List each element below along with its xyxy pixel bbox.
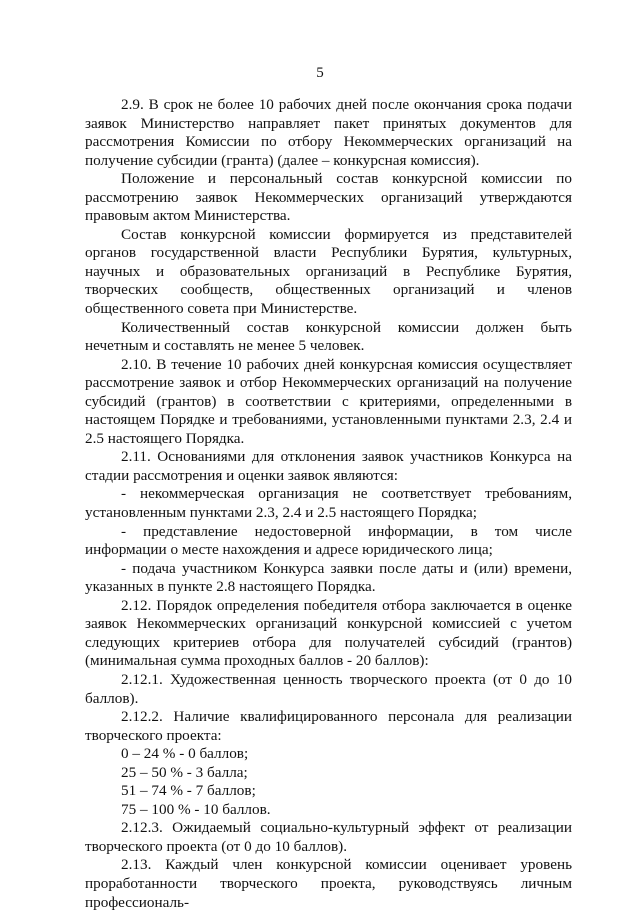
paragraph-2-13: 2.13. Каждый член конкурсной комиссии оценивает уровень проработанности творческого проекта, руководствуясь личным профессиональ-: [85, 856, 572, 911]
paragraph-commission-regulation: Положение и персональный состав конкурсной комиссии по рассмотрению заявок Некоммерческих организаций утверждаются правовым актом Министерства.: [85, 170, 572, 225]
paragraph-2-12-2: 2.12.2. Наличие квалифицированного персонала для реализации творческого проекта:: [85, 708, 572, 744]
score-item-2: 25 – 50 % - 3 балла;: [121, 763, 248, 781]
paragraph-2-12-3: 2.12.3. Ожидаемый социально-культурный эффект от реализации творческого проекта (от 0 до 10 баллов).: [85, 819, 572, 855]
list-item-rejection-2: - представление недостоверной информации, в том числе информации о месте нахождения и адресе юридического лица;: [85, 522, 572, 559]
paragraph-2-9: 2.9. В срок не более 10 рабочих дней после окончания срока подачи заявок Министерство направляет пакет принятых документов для рассмотрения Комиссии по отбору Некоммерческих организаций на получение субсидии (гранта) (далее – конкурсная комиссия).: [85, 96, 572, 169]
score-item-1: 0 – 24 % - 0 баллов;: [121, 745, 249, 763]
score-item-4: 75 – 100 % - 10 баллов.: [121, 800, 271, 818]
score-item-3: 51 – 74 % - 7 баллов;: [121, 782, 256, 800]
paragraph-2-10: 2.10. В течение 10 рабочих дней конкурсная комиссия осуществляет рассмотрение заявок и отбор Некоммерческих организаций на получение субсидий (грантов) в соответствии с критериями, определенными в настоящем Порядке и требованиями, установленными пунктами 2.3, 2.4 и 2.5 настоящего Порядка.: [85, 355, 572, 447]
page-number: 5: [316, 65, 324, 81]
paragraph-commission-composition: Состав конкурсной комиссии формируется из представителей органов государственной власти Республики Бурятия, культурных, научных и образовательных организаций в Республике Бурятия, творческих сообществ, общественных организаций и членов общественного совета при Министерстве.: [85, 225, 572, 318]
document-body: [85, 96, 572, 912]
list-item-rejection-1: - некоммерческая организация не соответствует требованиям, установленным пунктами 2.3, 2.4 и 2.5 настоящего Порядка;: [85, 485, 572, 522]
paragraph-2-12: 2.12. Порядок определения победителя отбора заключается в оценке заявок Некоммерческих организаций конкурсной комиссией с учетом следующих критериев отбора для получателей субсидий (грантов) (минимальная сумма проходных баллов - 20 баллов):: [85, 596, 572, 670]
paragraph-commission-size: Количественный состав конкурсной комиссии должен быть нечетным и составлять не менее 5 человек.: [85, 318, 572, 355]
paragraph-2-11: 2.11. Основаниями для отклонения заявок участников Конкурса на стадии рассмотрения и оценки заявок являются:: [85, 448, 572, 484]
paragraph-2-12-1: 2.12.1. Художественная ценность творческого проекта (от 0 до 10 баллов).: [85, 670, 572, 707]
list-item-rejection-3: - подача участником Конкурса заявки после даты и (или) времени, указанных в пункте 2.8 настоящего Порядка.: [85, 559, 572, 596]
